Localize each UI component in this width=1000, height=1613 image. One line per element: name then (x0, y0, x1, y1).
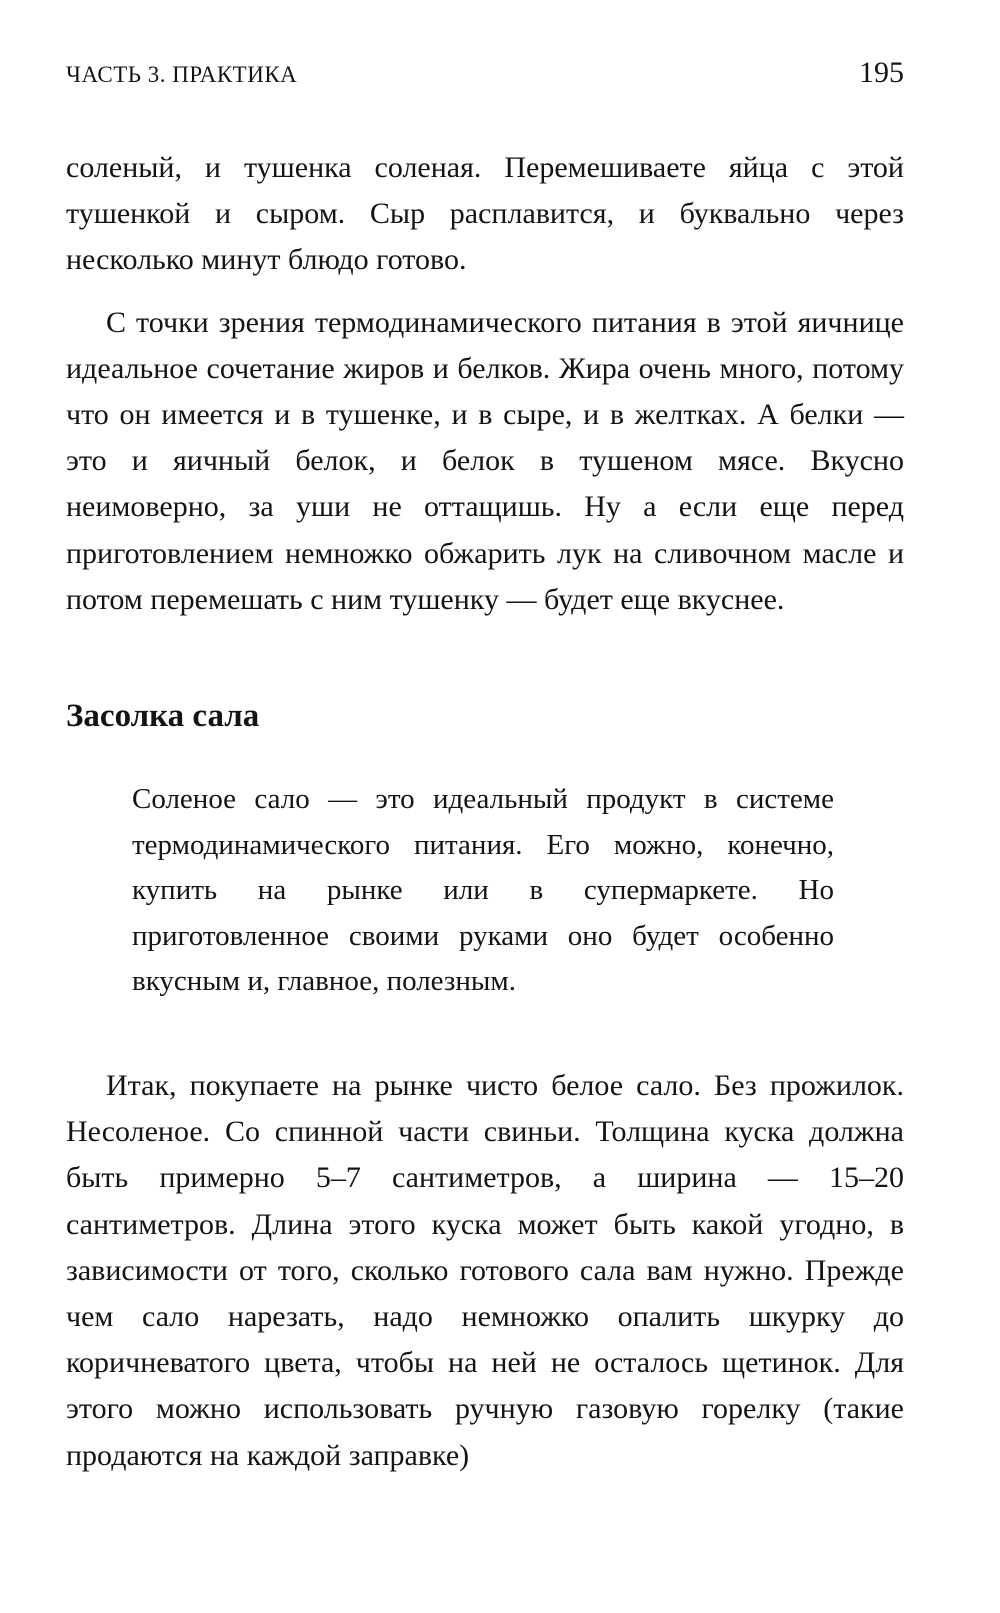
callout-text: Соленое сало — это идеальный продукт в системе термодинамического питания. Его можно, конечно, купить на рынке или в супермаркете. Но приготовленное своими руками оно будет особенно вкусным и, главное, полезным. (132, 783, 834, 998)
page-header (66, 56, 904, 96)
page-number: 195 (859, 56, 904, 89)
page-content (66, 145, 904, 1479)
paragraph-instructions: Итак, покупаете на рынке чисто белое сало. Без прожилок. Несоленое. Со спинной части свиньи. Толщина куска должна быть примерно 5–7 сантиметров, а ширина — 15–20 сантиметров. Длина этого куска может быть какой угодно, в зависимости от того, сколько готового сала вам нужно. Прежде чем сало нарезать, надо немножко опалить шкурку до коричневатого цвета, чтобы на ней не осталось щетинок. Для этого можно использовать ручную газовую горелку (такие продаются на каждой заправке) (66, 1069, 904, 1472)
running-head: ЧАСТЬ 3. ПРАКТИКА (66, 62, 298, 87)
paragraph-continuation: соленый, и тушенка соленая. Перемешиваете яйца с этой тушенкой и сыром. Сыр расплавится, и буквально через несколько минут блюдо готово. (66, 151, 904, 277)
paragraph-thermodynamic: С точки зрения термодинамического питания в этой яичнице идеальное сочетание жиров и белков. Жира очень много, потому что он имеется и в тушенке, и в сыре, и в желтках. А белки — это и яичный белок, и белок в тушеном мясе. Вкусно неимоверно, за уши не оттащишь. Ну а если еще перед приготовлением немножко обжарить лук на сливочном масле и потом перемешать с ним тушенку — будет еще вкуснее. (66, 305, 904, 616)
section-heading: Засолка сала (66, 698, 260, 735)
